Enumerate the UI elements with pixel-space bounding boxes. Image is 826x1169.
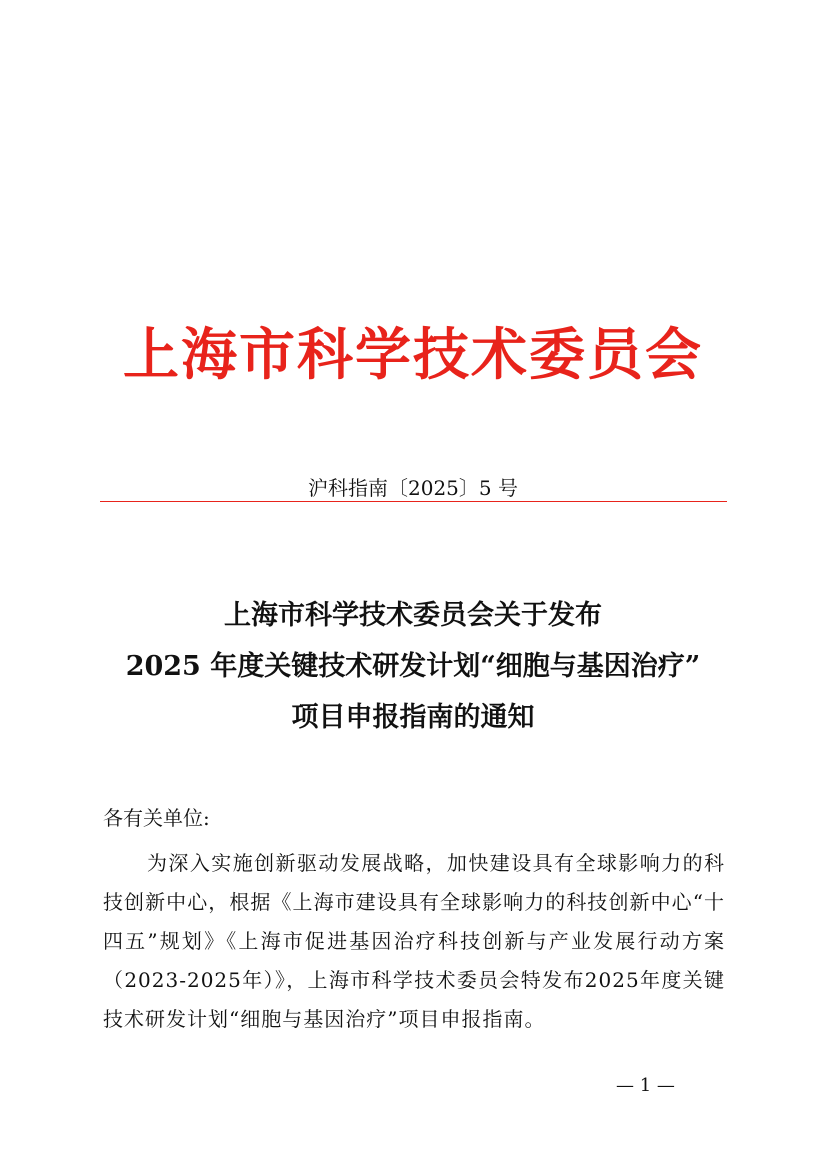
notice-title: [80, 590, 746, 743]
salutation: 各有关单位:: [103, 806, 210, 830]
title-line-3: 项目申报指南的通知: [291, 702, 535, 733]
page-number: — 1 —: [616, 1075, 675, 1096]
red-divider-line: [100, 501, 727, 502]
title-line-1: 上海市科学技术委员会关于发布: [224, 600, 602, 631]
title-line-2: 2025 年度关键技术研发计划“细胞与基因治疗”: [125, 651, 701, 682]
document-number: 沪科指南〔2025〕5 号: [308, 476, 518, 500]
issuing-organization-header: 上海市科学技术委员会: [123, 322, 703, 388]
body-paragraph: 为深入实施创新驱动发展战略，加快建设具有全球影响力的科技创新中心，根据《上海市建设具有全球影响力的科技创新中心“十四五”规划》《上海市促进基因治疗科技创新与产业发展行动方案（2023-2025年）》，上海市科学技术委员会特发布2025年度关键技术研发计划“细胞与基因治疗”项目申报指南。: [103, 851, 725, 1031]
